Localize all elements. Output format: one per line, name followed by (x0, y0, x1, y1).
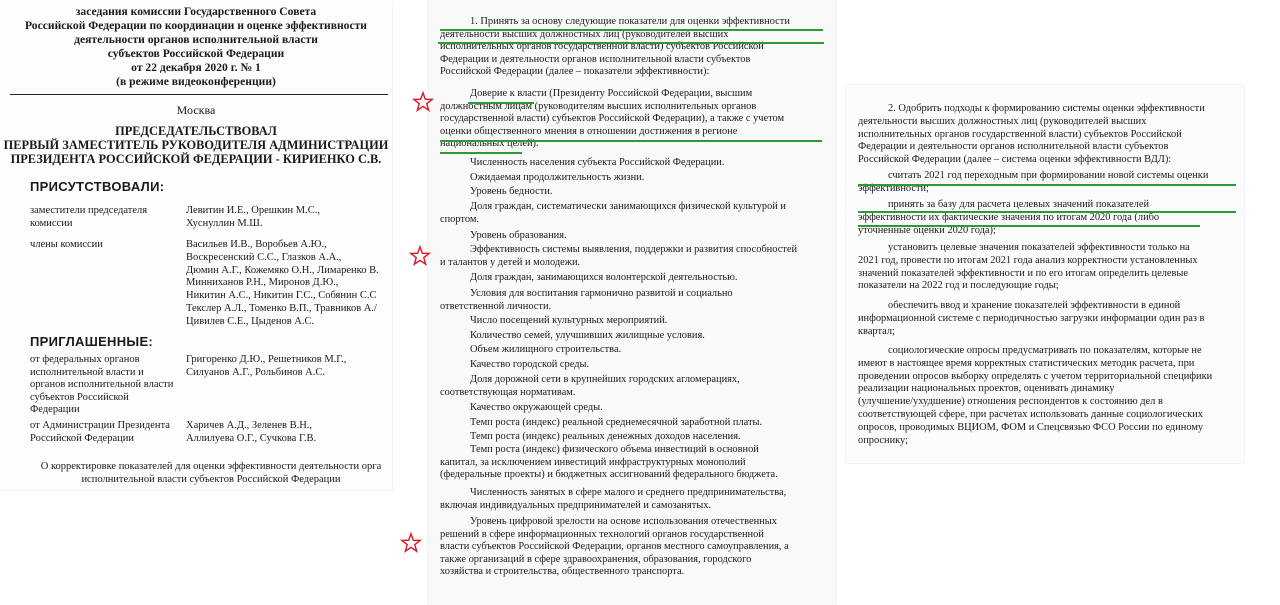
highlight-underline (858, 211, 1236, 213)
sme-indicator (440, 487, 822, 512)
name-line: Левитин И.Е., Орешкин М.С., (186, 205, 320, 216)
highlight-underline (858, 225, 1200, 227)
highlight-underline (468, 102, 534, 104)
text-line: реализации национальных проектов, оценивать динамику (858, 383, 1115, 395)
header-line: субъектов Российской Федерации (107, 47, 285, 60)
text-line: деятельности высших должностных лиц (руководителей высших (440, 28, 729, 40)
divider (10, 94, 388, 95)
text-line: национальных целей). (440, 138, 539, 150)
text-line: Доля граждан, систематически занимающихся физической культурой и (470, 201, 786, 212)
investment-indicator (440, 444, 822, 482)
text-line: Численность занятых в сфере малого и среднего предпринимательства, (470, 487, 787, 498)
list-item: Доля граждан, занимающихся волонтерской деятельностью. (470, 272, 738, 283)
text-line: исполнительных органов государственной власти) субъектов Российской (440, 41, 764, 53)
text-line: Российской Федерации (далее – показатели эффективности): (440, 66, 710, 78)
chair-line: ПЕРВЫЙ ЗАМЕСТИТЕЛЬ РУКОВОДИТЕЛЯ АДМИНИСТРАЦИИ (3, 138, 389, 152)
text-line: 2. Одобрить подходы к формированию системы оценки эффективности (888, 103, 1205, 114)
roads-indicator (440, 374, 822, 399)
list-item: Качество окружающей среды. (470, 402, 603, 413)
text-line: социологические опросы предусматривать по показателям, которые не (888, 345, 1202, 356)
text-line: проведении опросов выборку определять с учетом территориальной специфики (858, 370, 1213, 382)
text-line: государственной власти) субъектов Российской Федерации), а также с учетом (440, 113, 785, 125)
text-line: опросов, проводимых ВЦИОМ, ФОМ и Спецсвязью ФСО России по единому (858, 421, 1204, 433)
name-line: Дюмин А.Г., Кожемяко О.Н., Лимаренко В. (186, 264, 379, 276)
name-line: Воскресенский С.С., Глазков А.А., (186, 251, 342, 263)
text-line: эффективности их фактические значения по итогам 2020 года (либо (858, 211, 1160, 223)
header-line: от 22 декабря 2020 г. № 1 (131, 61, 261, 74)
text-line: Условия для воспитания гармонично развитой и социально (470, 288, 733, 299)
list-item: Уровень бедности. (470, 186, 553, 198)
star-icon (412, 91, 434, 113)
members-label: члены комиссии (30, 239, 103, 250)
text-line: принять за базу для расчета целевых значений показателей (888, 199, 1150, 210)
name-line: Хуснуллин М.Ш. (186, 217, 263, 229)
text-line: Российской Федерации (далее – система оценки эффективности ВДЛ): (858, 154, 1172, 166)
name-line: Минниханов Р.Н., Миронов Д.Ю., (186, 277, 339, 289)
text-line: эффективности; (858, 182, 929, 194)
highlight-underline (440, 29, 823, 31)
name-line: Аллилуева О.Г., Сучкова Г.В. (186, 432, 317, 444)
list-item: Численность населения субъекта Российской Федерации. (470, 157, 725, 168)
header-line: Российской Федерации по координации и оценке эффективности (25, 19, 367, 32)
invited-title: ПРИГЛАШЕННЫЕ: (30, 334, 154, 349)
text-line: также организаций в сфере здравоохранения, образования, городского (440, 553, 752, 565)
star-icon (409, 245, 431, 267)
city: Москва (176, 103, 216, 117)
text-line: Федерации и деятельности органов исполнительной власти субъектов (858, 141, 1169, 153)
text-line: считать 2021 год переходным при формировании новой системы оценки (888, 170, 1209, 181)
federal-label: от федеральных органов исполнительной власти и органов исполнительной власти субъектов Российской Федерации (30, 354, 174, 415)
chair-line: ПРЕДСЕДАТЕЛЬСТВОВАЛ (115, 124, 277, 138)
text-line: опроснику; (858, 434, 908, 446)
list-item: Число посещений культурных мероприятий. (470, 315, 668, 326)
deputies-label: заместители председателя комиссии (30, 205, 148, 229)
name-line: Никитин А.С., Никитин Г.С., Собянин С.С (186, 290, 377, 302)
text-line: и талантов у детей и молодежи. (440, 256, 581, 268)
text-line: Доля дорожной сети в крупнейших городских агломерациях, (470, 374, 740, 385)
text-line: власти субъектов Российской Федерации, органов местного самоуправления, а (440, 541, 789, 553)
name-line: Силуанов А.Г., Рольбинов А.С. (186, 366, 326, 378)
text-line: Федерации и деятельности органов исполнительной власти субъектов (440, 53, 751, 65)
text-line: установить целевые значения показателей эффективности только на (888, 242, 1190, 253)
indicators-intro (440, 16, 822, 79)
text-line: (федеральные проекты) и бюджетных ассигнований федерального бюджета. (440, 469, 778, 481)
indicators-list-b (470, 315, 822, 371)
indicators-list-c (470, 402, 822, 444)
name-line: Васильев И.В., Воробьев А.Ю., (186, 239, 327, 250)
star-icon (400, 532, 422, 554)
header-line: (в режиме видеоконференции) (116, 75, 276, 88)
list-item: Уровень образования. (470, 230, 567, 241)
text-line: уточненные оценки 2020 года); (858, 224, 996, 236)
deputies-names (186, 205, 396, 231)
text-line: ответственной личности. (440, 300, 552, 312)
text-line: включая индивидуальных предпринимателей и самозанятых. (440, 499, 712, 511)
approve-approaches (858, 103, 1236, 167)
text-line: 1. Принять за основу следующие показатели для оценки эффективности (470, 16, 790, 27)
text-line: 2021 год, провести по итогам 2021 года анализ корректности установленных (858, 254, 1198, 266)
text-line: информационной системе с периодичностью загрузки информации один раз в (858, 312, 1205, 324)
text-line: (улучшение/ухудшение) отношения респондентов к состоянию дел в (858, 396, 1163, 408)
transition-year (858, 170, 1236, 196)
highlight-underline (440, 152, 522, 154)
text-line: обеспечить ввод и хранение показателей эффективности в единой (888, 300, 1181, 311)
list-item: Темп роста (индекс) реальных денежных доходов населения. (470, 431, 741, 443)
header-line: заседания комиссии Государственного Совета (75, 5, 317, 18)
digital-indicator (440, 516, 822, 579)
data-input (858, 300, 1236, 338)
list-item: Темп роста (индекс) реальной среднемесячной заработной платы. (470, 416, 763, 428)
surveys (858, 345, 1236, 447)
text-line: капитал, за исключением инвестиций инфраструктурных монополий (440, 456, 746, 468)
text-line: хозяйства и строительства, общественного транспорта. (440, 566, 685, 578)
text-line: имеют в настоящее время корректных статистических методик расчета, при (858, 357, 1195, 369)
talent-indicator (440, 244, 822, 269)
agenda-item (30, 461, 392, 486)
chair-line: ПРЕЗИДЕНТА РОССИЙСКОЙ ФЕДЕРАЦИИ - КИРИЕНКО С.В. (10, 152, 382, 166)
text-line: квартал; (858, 325, 895, 337)
admin-label: от Администрации Президента Российской Федерации (30, 420, 170, 444)
text-line: спортом. (440, 213, 479, 225)
indicators-list-a (470, 157, 822, 199)
list-item: Качество городской среды. (470, 358, 590, 370)
text-line: Доверие к власти (Президенту Российской Федерации, высшим (470, 88, 753, 99)
highlight-underline (440, 140, 822, 142)
text-line: Эффективность системы выявления, поддержки и развития способностей (470, 244, 798, 255)
list-item: Ожидаемая продолжительность жизни. (470, 171, 645, 183)
text-line: значений показателей эффективности и по его итогам определить целевые (858, 267, 1188, 279)
text-line: соответствующей сфере, при расчетах использовать данные социологических (858, 408, 1203, 420)
admin-names (186, 420, 396, 446)
federal-names (186, 354, 396, 380)
text-line: соответствующая нормативам. (440, 386, 576, 398)
name-line: Текслер А.Л., Томенко В.П., Травников А./ (186, 302, 377, 314)
list-item: Количество семей, улучшивших жилищные условия. (470, 329, 705, 341)
members-names (186, 239, 392, 329)
header-line: деятельности органов исполнительной власти (74, 33, 318, 46)
text-line: должностным лицам (руководителям высших исполнительных органов (440, 100, 757, 112)
highlight-underline (438, 42, 824, 44)
text-line: показатели на 2022 год и последующие годы; (858, 280, 1059, 292)
target-values (858, 242, 1236, 293)
text-line: решений в сфере информационных технологий органов государственной (440, 528, 764, 540)
highlight-underline (858, 184, 1236, 186)
agenda-line: исполнительной власти субъектов Российской Федерации (81, 473, 341, 485)
baseline-values (858, 199, 1236, 237)
text-line: оценки общественного мнения в отношении достижения в регионе (440, 125, 738, 137)
text-line: Темп роста (индекс) физического объема инвестиций в основной (470, 444, 759, 455)
name-line: Харичев А.Д., Зеленев В.Н., (186, 420, 313, 431)
present-title: ПРИСУТСТВОВАЛИ: (30, 179, 165, 194)
name-line: Григоренко Д.Ю., Решетников М.Г., (186, 354, 347, 365)
list-item: Объем жилищного строительства. (470, 344, 622, 356)
name-line: Цивилев С.Е., Цыденов А.С. (186, 315, 315, 327)
agenda-line: О корректировке показателей для оценки эффективности деятельности орга (40, 461, 382, 472)
sport-indicator (440, 201, 822, 226)
text-line: исполнительных органов государственной власти) субъектов Российской (858, 128, 1182, 140)
text-line: Уровень цифровой зрелости на основе использования отечественных (470, 516, 777, 527)
text-line: деятельности высших должностных лиц (руководителей высших (858, 115, 1147, 127)
conditions-indicator (440, 288, 822, 313)
